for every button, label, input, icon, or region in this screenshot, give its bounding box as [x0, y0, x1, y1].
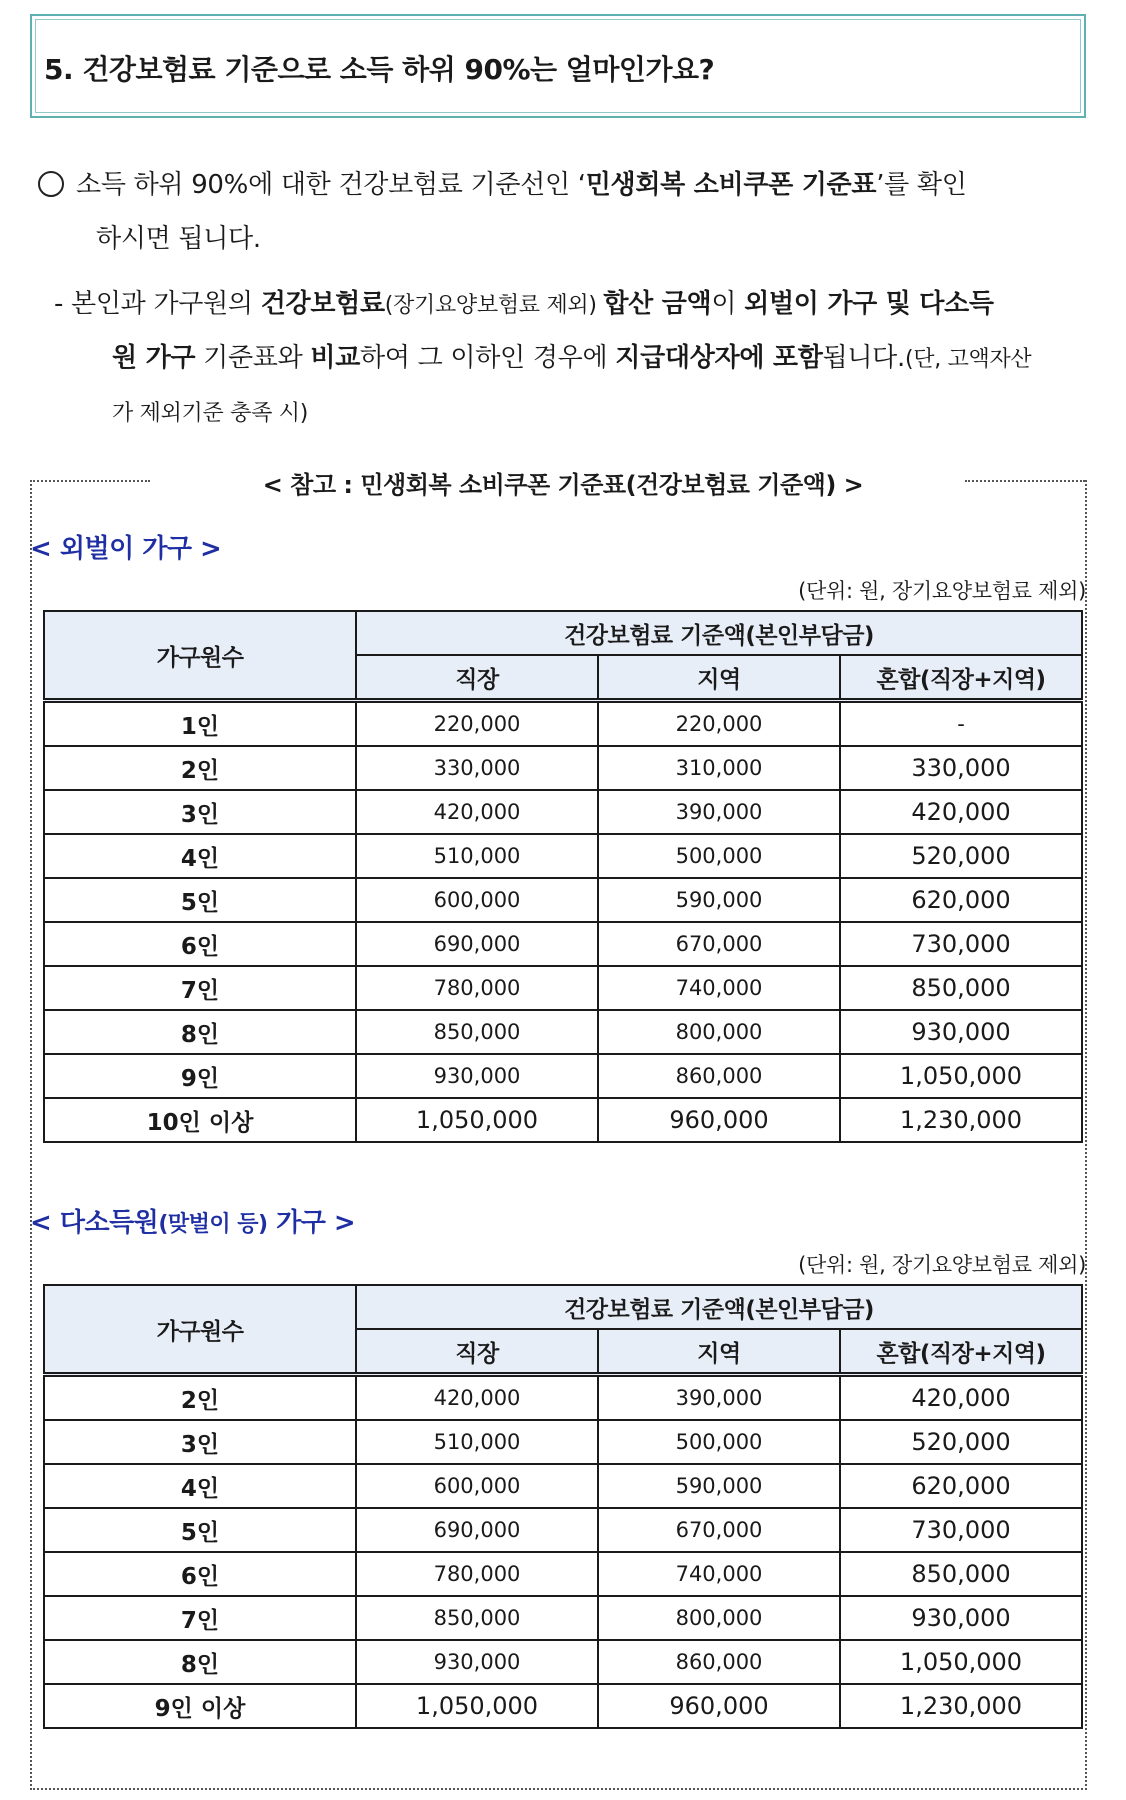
- cell-regional: 800,000: [598, 1596, 840, 1640]
- cell-regional: 220,000: [598, 701, 840, 747]
- cell-workplace: 690,000: [356, 1508, 598, 1552]
- cell-mixed: 1,230,000: [840, 1684, 1082, 1728]
- circle-bullet-icon: [38, 171, 64, 197]
- answer-paragraph-2: - 본인과 가구원의 건강보험료(장기요양보험료 제외) 합산 금액이 외벌이 가구 및 다소득: [54, 289, 994, 319]
- cell-members: 5인: [44, 878, 356, 922]
- header-members: 가구원수: [44, 611, 356, 701]
- cell-regional: 860,000: [598, 1054, 840, 1098]
- cell-regional: 960,000: [598, 1098, 840, 1142]
- table-row: [44, 966, 1082, 1010]
- table-row: [44, 834, 1082, 878]
- cell-members: 7인: [44, 1596, 356, 1640]
- question-title: 5. 건강보험료 기준으로 소득 하위 90%는 얼마인가요?: [44, 53, 715, 86]
- cell-workplace: 850,000: [356, 1010, 598, 1054]
- cell-mixed: 730,000: [840, 922, 1082, 966]
- header-col-mixed: 혼합(직장+지역): [840, 1329, 1082, 1375]
- cell-members: 7인: [44, 966, 356, 1010]
- cell-members: 3인: [44, 1420, 356, 1464]
- cell-mixed: 1,230,000: [840, 1098, 1082, 1142]
- header-group: 건강보험료 기준액(본인부담금): [356, 611, 1082, 655]
- cell-workplace: 420,000: [356, 790, 598, 834]
- cell-mixed: 330,000: [840, 746, 1082, 790]
- header-col-regional: 지역: [598, 1329, 840, 1375]
- cell-mixed: 730,000: [840, 1508, 1082, 1552]
- header-col-workplace: 직장: [356, 655, 598, 701]
- cell-mixed: 1,050,000: [840, 1054, 1082, 1098]
- table-row: [44, 1684, 1082, 1728]
- table-row: [44, 1010, 1082, 1054]
- cell-mixed: 620,000: [840, 1464, 1082, 1508]
- cell-mixed: 620,000: [840, 878, 1082, 922]
- cell-mixed: 420,000: [840, 790, 1082, 834]
- cell-regional: 800,000: [598, 1010, 840, 1054]
- cell-members: 8인: [44, 1010, 356, 1054]
- table-row: [44, 1420, 1082, 1464]
- cell-workplace: 780,000: [356, 966, 598, 1010]
- cell-regional: 390,000: [598, 1375, 840, 1421]
- cell-workplace: 850,000: [356, 1596, 598, 1640]
- table-row: [44, 790, 1082, 834]
- table-row: [44, 1596, 1082, 1640]
- cell-members: 5인: [44, 1508, 356, 1552]
- cell-regional: 500,000: [598, 1420, 840, 1464]
- cell-workplace: 930,000: [356, 1640, 598, 1684]
- unit-note-single: (단위: 원, 장기요양보험료 제외): [798, 579, 1086, 603]
- cell-members: 10인 이상: [44, 1098, 356, 1142]
- cell-members: 4인: [44, 834, 356, 878]
- cell-mixed: 420,000: [840, 1375, 1082, 1421]
- unit-note-multi: (단위: 원, 장기요양보험료 제외): [798, 1253, 1086, 1277]
- cell-workplace: 1,050,000: [356, 1684, 598, 1728]
- table-row: [44, 1508, 1082, 1552]
- cell-regional: 670,000: [598, 1508, 840, 1552]
- cell-workplace: 690,000: [356, 922, 598, 966]
- cell-workplace: 1,050,000: [356, 1098, 598, 1142]
- cell-mixed: 850,000: [840, 966, 1082, 1010]
- cell-mixed: 930,000: [840, 1596, 1082, 1640]
- section-title-single-income: < 외벌이 가구 >: [30, 534, 222, 564]
- table-row: [44, 746, 1082, 790]
- cell-mixed: 930,000: [840, 1010, 1082, 1054]
- answer-paragraph-1-cont: 하시면 됩니다.: [96, 224, 261, 254]
- cell-regional: 860,000: [598, 1640, 840, 1684]
- cell-mixed: 520,000: [840, 1420, 1082, 1464]
- cell-workplace: 780,000: [356, 1552, 598, 1596]
- cell-regional: 310,000: [598, 746, 840, 790]
- table-row: [44, 1464, 1082, 1508]
- cell-workplace: 600,000: [356, 878, 598, 922]
- cell-workplace: 600,000: [356, 1464, 598, 1508]
- cell-mixed: 850,000: [840, 1552, 1082, 1596]
- cell-members: 3인: [44, 790, 356, 834]
- cell-workplace: 930,000: [356, 1054, 598, 1098]
- answer-paragraph-2-line-3: 가 제외기준 충족 시): [112, 401, 308, 426]
- table-row: [44, 701, 1082, 747]
- table-row: [44, 922, 1082, 966]
- reference-title: < 참고 : 민생회복 소비쿠폰 기준표(건강보험료 기준액) >: [262, 471, 864, 499]
- cell-mixed: 520,000: [840, 834, 1082, 878]
- cell-members: 9인 이상: [44, 1684, 356, 1728]
- cell-workplace: 330,000: [356, 746, 598, 790]
- cell-workplace: 510,000: [356, 1420, 598, 1464]
- cell-workplace: 420,000: [356, 1375, 598, 1421]
- cell-regional: 390,000: [598, 790, 840, 834]
- question-box: [30, 14, 1086, 118]
- table-multi-income: [43, 1284, 1083, 1729]
- frame-dotted-left: [30, 480, 32, 1790]
- cell-mixed: 1,050,000: [840, 1640, 1082, 1684]
- header-group: 건강보험료 기준액(본인부담금): [356, 1285, 1082, 1329]
- cell-members: 9인: [44, 1054, 356, 1098]
- table-row: [44, 1552, 1082, 1596]
- header-members: 가구원수: [44, 1285, 356, 1375]
- cell-regional: 590,000: [598, 1464, 840, 1508]
- table-row: [44, 878, 1082, 922]
- cell-members: 1인: [44, 701, 356, 747]
- table-row: [44, 1375, 1082, 1421]
- cell-mixed: -: [840, 701, 1082, 747]
- table-row: [44, 1054, 1082, 1098]
- cell-members: 4인: [44, 1464, 356, 1508]
- header-col-workplace: 직장: [356, 1329, 598, 1375]
- cell-regional: 740,000: [598, 1552, 840, 1596]
- cell-members: 8인: [44, 1640, 356, 1684]
- section-title-multi-income: < 다소득원(맞벌이 등) 가구 >: [30, 1208, 356, 1238]
- cell-regional: 670,000: [598, 922, 840, 966]
- cell-regional: 740,000: [598, 966, 840, 1010]
- table-row: [44, 1098, 1082, 1142]
- header-col-mixed: 혼합(직장+지역): [840, 655, 1082, 701]
- cell-members: 2인: [44, 1375, 356, 1421]
- cell-members: 2인: [44, 746, 356, 790]
- cell-regional: 500,000: [598, 834, 840, 878]
- cell-workplace: 510,000: [356, 834, 598, 878]
- cell-workplace: 220,000: [356, 701, 598, 747]
- cell-regional: 960,000: [598, 1684, 840, 1728]
- cell-regional: 590,000: [598, 878, 840, 922]
- answer-paragraph-1: 소득 하위 90%에 대한 건강보험료 기준선인 ‘민생회복 소비쿠폰 기준표’를 확인: [38, 158, 967, 212]
- table-row: [44, 1640, 1082, 1684]
- table-single-income: [43, 610, 1083, 1143]
- cell-members: 6인: [44, 922, 356, 966]
- cell-members: 6인: [44, 1552, 356, 1596]
- header-col-regional: 지역: [598, 655, 840, 701]
- answer-paragraph-2-line-2: 원 가구 기준표와 비교하여 그 이하인 경우에 지급대상자에 포함됩니다.(단, 고액자산: [112, 343, 1032, 373]
